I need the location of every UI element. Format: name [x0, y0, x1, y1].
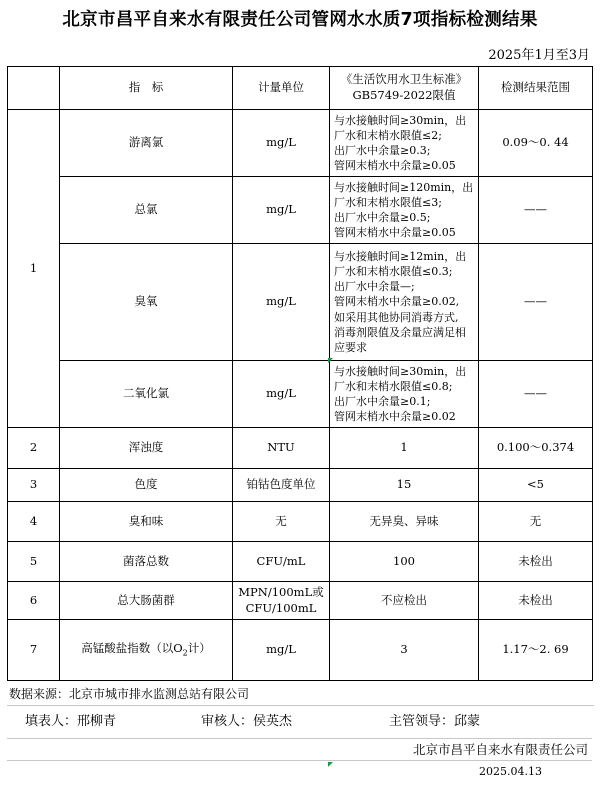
indicator-name-tail: 计） [187, 640, 211, 655]
table-row [8, 542, 593, 582]
range-cell: 1.17～2. 69 [479, 620, 593, 681]
range-cell: 未检出 [479, 542, 593, 582]
standard-line: 管网末梢水中余量≥0.05 [334, 226, 456, 240]
table-header-row [8, 67, 593, 110]
header-range: 检测结果范围 [479, 67, 593, 110]
unit-line: CFU/100mL [245, 600, 317, 615]
standard-line: 消毒剂限值及余量应满足相 [334, 325, 466, 339]
standard-cell [330, 361, 479, 428]
standard-line: 出厂水中余量≥0.3; [334, 144, 431, 157]
indicator-name: 色度 [60, 469, 233, 502]
water-quality-table [7, 66, 593, 681]
table-row [8, 582, 593, 620]
row-number: 1 [8, 110, 60, 428]
indicator-name: 总大肠菌群 [60, 582, 233, 620]
range-cell: —— [479, 177, 593, 244]
cell-comment-marker-icon [328, 358, 333, 363]
indicator-name-main: 高锰酸盐指数（以O [81, 640, 183, 655]
unit-cell: mg/L [233, 177, 330, 244]
table-row [8, 361, 593, 428]
standard-cell: 100 [330, 542, 479, 582]
row-number: 5 [8, 542, 60, 582]
standard-line: 如采用其他协同消毒方式, [334, 310, 459, 324]
table-row [8, 177, 593, 244]
row-number: 7 [8, 620, 60, 681]
indicator-name: 臭氧 [60, 244, 233, 361]
standard-line: 应要求 [334, 340, 367, 354]
indicator-name: 浑浊度 [60, 428, 233, 469]
range-cell: 未检出 [479, 582, 593, 620]
header-unit: 计量单位 [233, 67, 330, 110]
standard-cell: 15 [330, 469, 479, 502]
company-name: 北京市昌平自来水有限责任公司 [7, 739, 592, 761]
table-row [8, 428, 593, 469]
unit-cell [233, 582, 330, 620]
table-row [8, 244, 593, 361]
range-cell: 0.100～0.374 [479, 428, 593, 469]
filler-name: 填表人：邢柳青 [25, 714, 117, 729]
unit-cell: mg/L [233, 244, 330, 361]
standard-cell: 无异臭、异味 [330, 502, 479, 542]
header-standard-line1: 《生活饮用水卫生标准》 [340, 72, 468, 87]
standard-line: 厂水和末梢水限值≤2; [334, 128, 442, 142]
standard-line: 厂水和末梢水限值≤0.8; [334, 379, 453, 393]
range-cell: —— [479, 244, 593, 361]
standard-cell [330, 177, 479, 244]
standard-line: 管网末梢水中余量≥0.05 [334, 159, 456, 173]
unit-cell: CFU/mL [233, 542, 330, 582]
indicator-name [60, 620, 233, 681]
table-row [8, 620, 593, 681]
standard-cell [330, 244, 479, 361]
header-standard [330, 67, 479, 110]
standard-line: 与水接触时间≥12min，出 [334, 249, 467, 263]
range-cell: 无 [479, 502, 593, 542]
indicator-name-subscript: 2 [182, 648, 188, 658]
standard-line: 与水接触时间≥30min，出 [334, 364, 467, 378]
row-number: 4 [8, 502, 60, 542]
standard-cell: 不应检出 [330, 582, 479, 620]
standard-line: 管网末梢水中余量≥0.02, [334, 295, 460, 309]
standard-cell: 3 [330, 620, 479, 681]
table-row [8, 502, 593, 542]
indicator-name: 二氧化氯 [60, 361, 233, 428]
supervisor-name: 主管领导：邱蒙 [389, 714, 481, 729]
standard-cell [330, 110, 479, 177]
report-date-row [7, 762, 592, 782]
row-number: 3 [8, 469, 60, 502]
standard-line: 与水接触时间≥30min，出 [334, 113, 467, 127]
header-indicator: 指 标 [60, 67, 233, 110]
row-number: 6 [8, 582, 60, 620]
report-period: 2025年1月至3月 [488, 48, 590, 63]
table-row [8, 469, 593, 502]
standard-line: 厂水和末梢水限值≤0.3; [334, 265, 453, 279]
indicator-name: 臭和味 [60, 502, 233, 542]
standard-line: 管网末梢水中余量≥0.02 [334, 410, 456, 424]
range-cell: —— [479, 361, 593, 428]
standard-line: 出厂水中余量—; [334, 280, 415, 294]
row-number: 2 [8, 428, 60, 469]
unit-cell: mg/L [233, 110, 330, 177]
range-cell: 0.09～0. 44 [479, 110, 593, 177]
unit-cell: mg/L [233, 361, 330, 428]
standard-cell: 1 [330, 428, 479, 469]
unit-line: MPN/100mL或 [238, 584, 324, 599]
header-standard-line2: GB5749-2022限值 [352, 88, 456, 102]
reviewer-name: 审核人：侯英杰 [201, 714, 293, 729]
table-row [8, 110, 593, 177]
indicator-name: 菌落总数 [60, 542, 233, 582]
indicator-name: 游离氯 [60, 110, 233, 177]
standard-line: 厂水和末梢水限值≤3; [334, 195, 442, 209]
header-no [8, 67, 60, 110]
page-title: 北京市昌平自来水有限责任公司管网水水质7项指标检测结果 [62, 10, 538, 30]
indicator-name: 总氯 [60, 177, 233, 244]
unit-cell: 铂钴色度单位 [233, 469, 330, 502]
signature-row [7, 706, 592, 739]
range-cell: <5 [479, 469, 593, 502]
unit-cell: 无 [233, 502, 330, 542]
report-date: 2025.04.13 [479, 765, 542, 778]
unit-cell: NTU [233, 428, 330, 469]
unit-cell: mg/L [233, 620, 330, 681]
standard-line: 出厂水中余量≥0.5; [334, 211, 431, 224]
standard-line: 与水接触时间≥120min，出 [334, 180, 474, 194]
data-source: 数据来源：北京市城市排水监测总站有限公司 [7, 683, 594, 706]
standard-line: 出厂水中余量≥0.1; [334, 395, 431, 408]
